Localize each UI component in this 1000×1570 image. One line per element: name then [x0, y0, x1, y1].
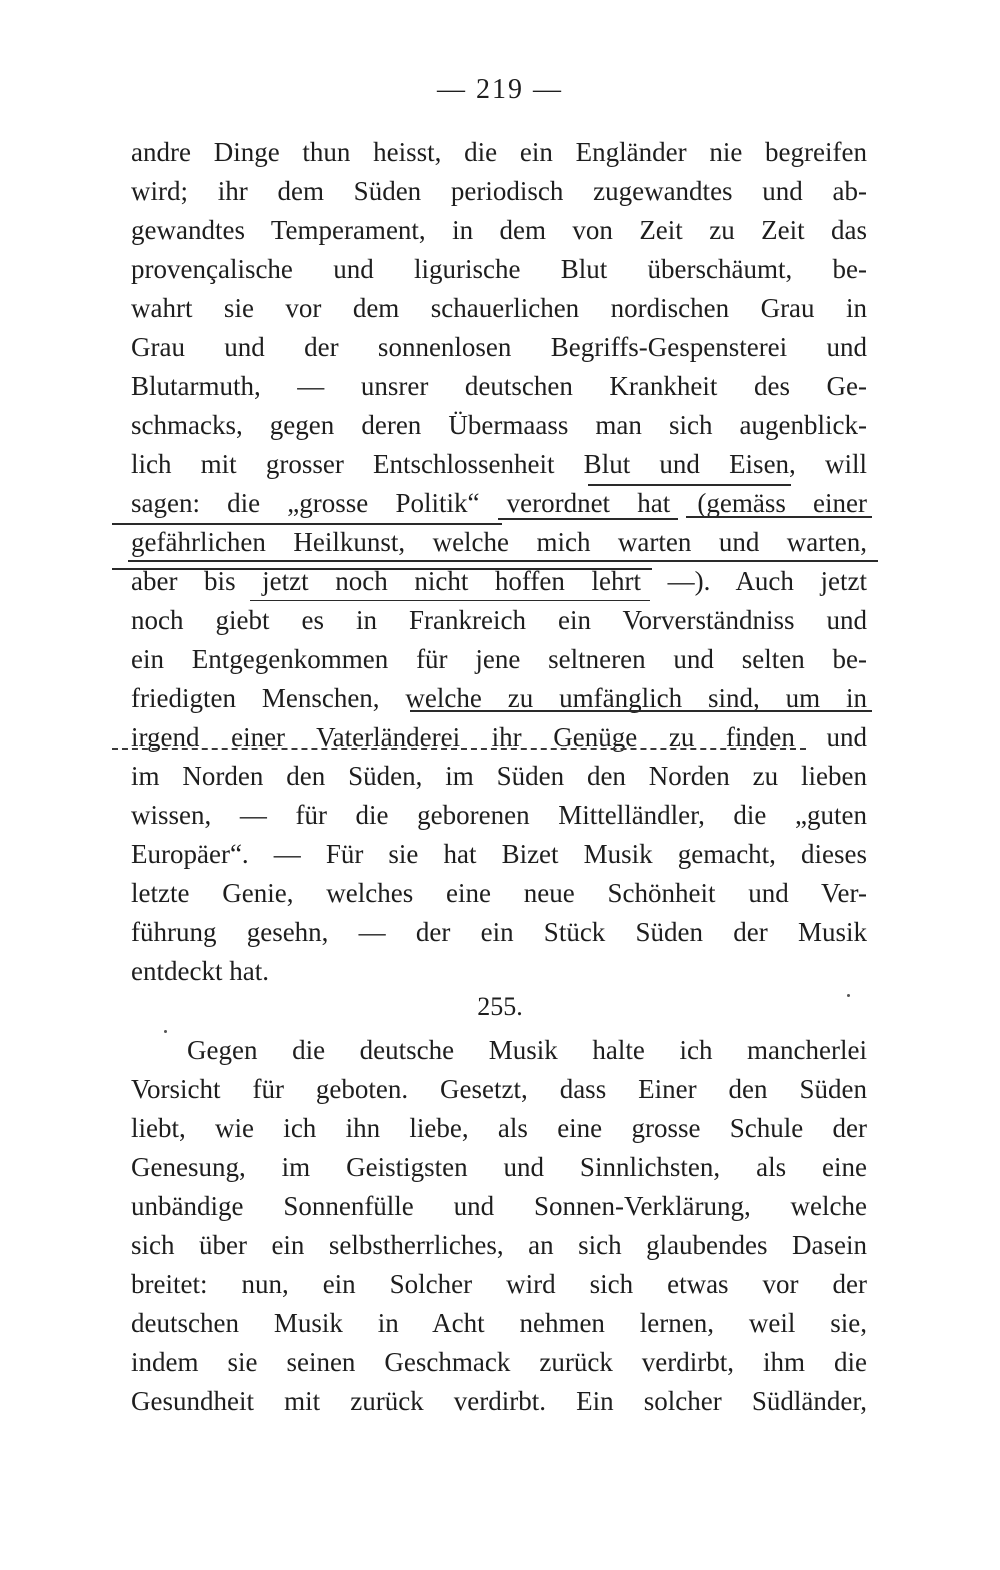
text-line: Genesung, im Geistigsten und Sinnlichsten, als eine — [131, 1152, 867, 1182]
text-line: andre Dinge thun heisst, die ein Engländer nie begreifen — [131, 137, 867, 167]
text-line: indem sie seinen Geschmack zurück verdirbt, ihm die — [131, 1347, 867, 1377]
text-line: sich über ein selbstherrliches, an sich glaubendes Dasein — [131, 1230, 867, 1260]
text-line: wird; ihr dem Süden periodisch zugewandtes und ab- — [131, 176, 867, 206]
text-line: wissen, — für die geborenen Mittelländler, die „guten — [131, 800, 867, 830]
text-line: friedigten Menschen, welche zu umfänglich sind, um in — [131, 683, 867, 713]
text-line: deutschen Musik in Acht nehmen lernen, weil sie, — [131, 1308, 867, 1338]
page-speck — [847, 994, 850, 997]
text-line: breitet: nun, ein Solcher wird sich etwas vor der — [131, 1269, 867, 1299]
paragraph-1 — [131, 133, 867, 991]
page-speck — [164, 1030, 167, 1033]
text-line: liebt, wie ich ihn liebe, als eine grosse Schule der — [131, 1113, 867, 1143]
text-line: entdeckt hat. — [131, 956, 269, 986]
underline-umfaenglich — [410, 710, 872, 712]
text-line: sagen: die „grosse Politik“ verordnet hat (gemäss einer — [131, 488, 867, 518]
text-line: irgend einer Vaterländerei ihr Genüge zu finden und — [131, 722, 867, 752]
text-line: Grau und der sonnenlosen Begriffs-Gespensterei und — [131, 332, 867, 362]
text-line: gewandtes Temperament, in dem von Zeit zu Zeit das — [131, 215, 867, 245]
text-line: Europäer“. — Für sie hat Bizet Musik gemacht, dieses — [131, 839, 867, 869]
text-line: führung gesehn, — der ein Stück Süden der Musik — [131, 917, 867, 947]
paragraph-2 — [131, 1031, 867, 1421]
underline-hoffen-lehrt — [112, 568, 652, 570]
underline-heilkunst — [128, 560, 878, 562]
section-number: 255. — [477, 992, 523, 1021]
text-line: lich mit grosser Entschlossenheit Blut und Eisen, will — [131, 449, 867, 479]
text-line: aber bis jetzt noch nicht hoffen lehrt —). Auch jetzt — [131, 566, 867, 596]
text-line: schmacks, gegen deren Übermaass man sich augenblick- — [131, 410, 867, 440]
text-line: wahrt sie vor dem schauerlichen nordischen Grau in — [131, 293, 867, 323]
text-line: gefährlichen Heilkunst, welche mich warten und warten, — [131, 527, 867, 557]
text-line: letzte Genie, welches eine neue Schönheit und Ver- — [131, 878, 867, 908]
text-line: provençalische und ligurische Blut überschäumt, be- — [131, 254, 867, 284]
text-line: Blutarmuth, — unsrer deutschen Krankheit des Ge- — [131, 371, 867, 401]
text-line: im Norden den Süden, im Süden den Norden zu lieben — [131, 761, 867, 791]
page-number: — 219 — — [437, 74, 563, 105]
underline-vaterlaenderei — [112, 748, 806, 750]
underline-grosse-politik — [498, 518, 678, 520]
underline-blut-und-eisen — [588, 484, 791, 486]
text-line: Gegen die deutsche Musik halte ich mancherlei — [187, 1035, 867, 1065]
underline-gemaess-einer — [686, 516, 872, 518]
underline-margin-stroke — [112, 523, 502, 525]
text-line: Gesundheit mit zurück verdirbt. Ein solcher Südländer, — [131, 1386, 867, 1416]
text-line: noch giebt es in Frankreich ein Vorverständniss und — [131, 605, 867, 635]
underline-hoffen-lehrt-2 — [250, 600, 650, 601]
text-line: Vorsicht für geboten. Gesetzt, dass Einer den Süden — [131, 1074, 867, 1104]
text-line: ein Entgegenkommen für jene seltneren und selten be- — [131, 644, 867, 674]
text-line: unbändige Sonnenfülle und Sonnen-Verklärung, welche — [131, 1191, 867, 1221]
